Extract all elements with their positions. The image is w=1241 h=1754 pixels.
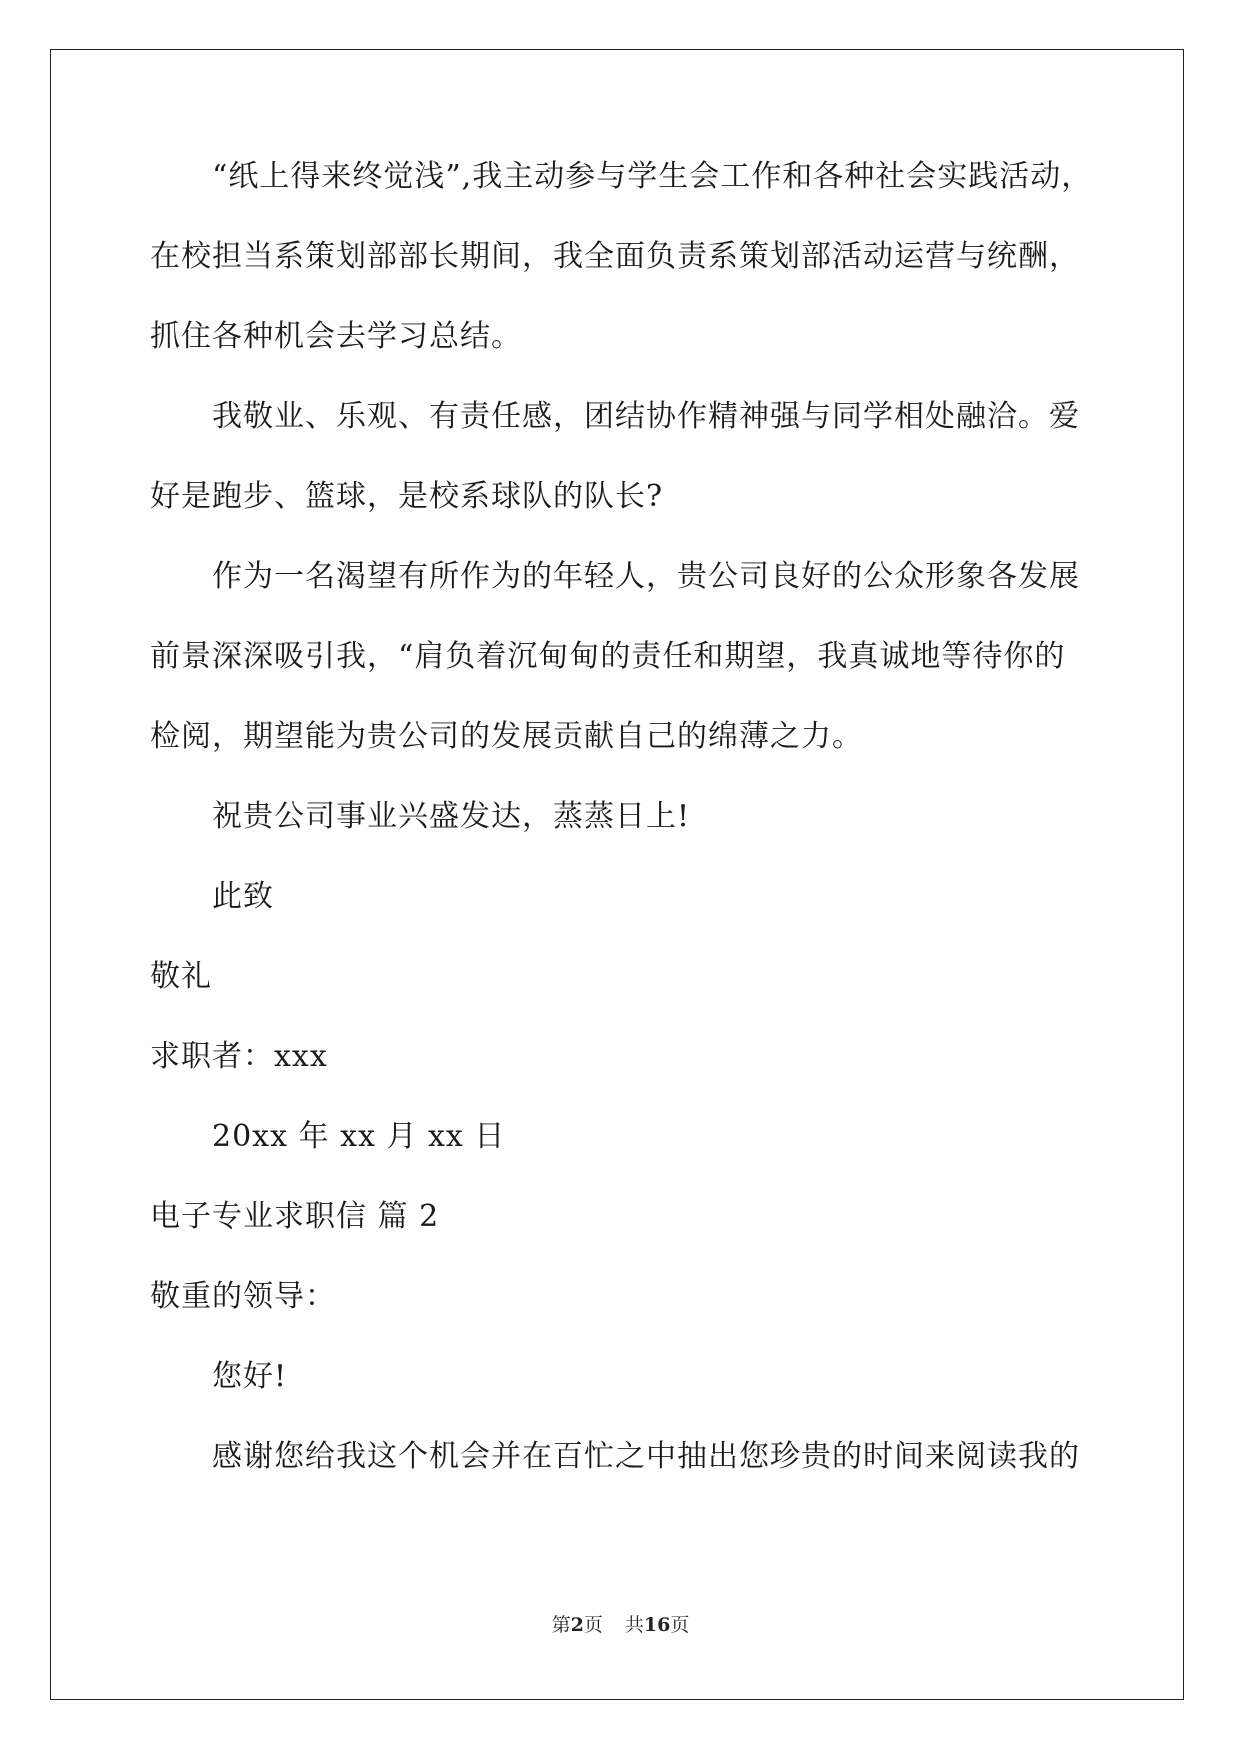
paragraph-line-8: 检阅，期望能为贵公司的发展贡献自己的绵薄之力。 [150, 719, 863, 754]
letter-recipient: 敬重的领导： [150, 1279, 336, 1314]
paragraph-line-7: 前景深深吸引我，“肩负着沉甸甸的责任和期望，我真诚地等待你的 [150, 639, 1066, 674]
closing-wish: 祝贵公司事业兴盛发达，蒸蒸日上! [212, 799, 691, 834]
total-unit: 页 [670, 1614, 690, 1636]
paragraph-line-1: “纸上得来终觉浅”,我主动参与学生会工作和各种社会实践活动， [212, 159, 1093, 194]
paragraph-line-4: 我敬业、乐观、有责任感，团结协作精神强与同学相处融洽。爱 [212, 399, 1080, 434]
letter-date: 20xx 年 xx 月 xx 日 [212, 1119, 506, 1154]
paragraph-line-3: 抓住各种机会去学习总结。 [150, 319, 522, 354]
section-heading: 电子专业求职信 篇 2 [150, 1199, 440, 1234]
total-prefix: 共 [624, 1614, 644, 1636]
paragraph-line-5: 好是跑步、篮球，是校系球队的队长? [150, 479, 664, 514]
paragraph-line-6: 作为一名渴望有所作为的年轻人，贵公司良好的公众形象各发展 [212, 559, 1080, 594]
page-footer [0, 1612, 1241, 1638]
paragraph-line-last: 感谢您给我这个机会并在百忙之中抽出您珍贵的时间来阅读我的 [212, 1439, 1080, 1474]
paragraph-line-2: 在校担当系策划部部长期间，我全面负责系策划部活动运营与统酬， [150, 239, 1080, 274]
salutation-cizhi: 此致 [212, 879, 274, 914]
page-unit: 页 [583, 1614, 603, 1636]
total-pages: 16 [643, 1614, 671, 1636]
page-prefix: 第 [551, 1614, 571, 1636]
salutation-jingli: 敬礼 [150, 959, 212, 994]
greeting: 您好! [212, 1359, 288, 1394]
applicant-signature: 求职者：xxx [150, 1039, 328, 1074]
page-number: 2 [570, 1614, 584, 1636]
